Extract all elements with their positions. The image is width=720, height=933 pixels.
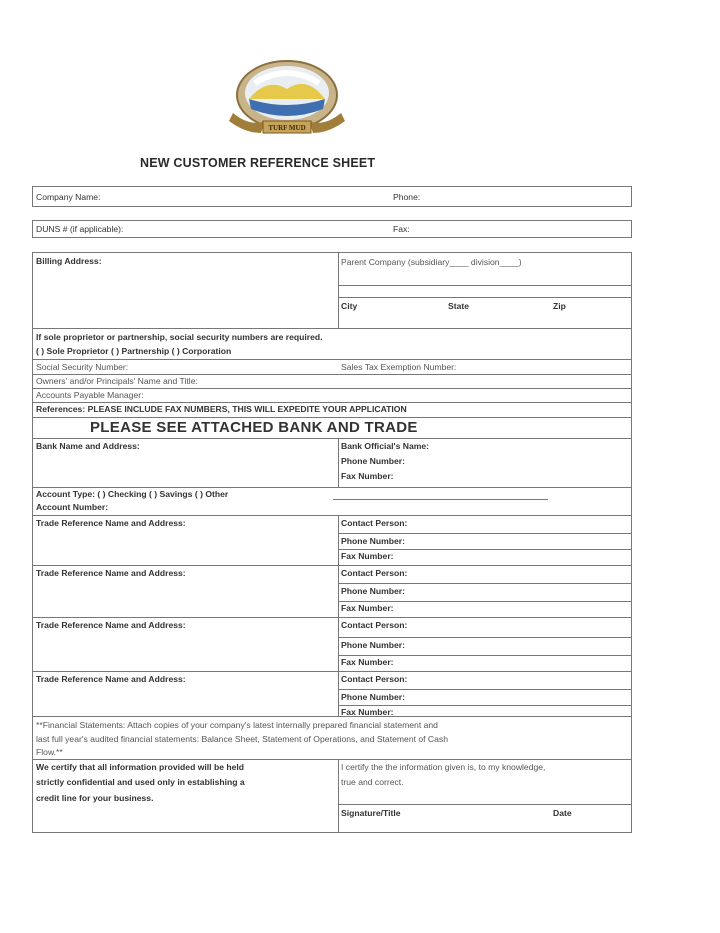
certify-left-3: credit line for your business. bbox=[36, 793, 154, 803]
references-note: References: PLEASE INCLUDE FAX NUMBERS, THIS WILL EXPEDITE YOUR APPLICATION bbox=[36, 404, 407, 414]
company-logo bbox=[215, 55, 365, 145]
billing-address-label: Billing Address: bbox=[36, 256, 102, 266]
attached-banner: PLEASE SEE ATTACHED BANK AND TRADE bbox=[90, 419, 418, 436]
certify-left-2: strictly confidential and used only in establishing a bbox=[36, 777, 245, 787]
page-title: NEW CUSTOMER REFERENCE SHEET bbox=[140, 156, 376, 170]
bank-official-label: Bank Official's Name: bbox=[341, 441, 430, 451]
trade-fax-label: Fax Number: bbox=[341, 603, 394, 613]
bank-phone-label: Phone Number: bbox=[341, 456, 405, 466]
signature-label: Signature/Title bbox=[341, 808, 401, 818]
trade-phone-label: Phone Number: bbox=[341, 536, 405, 546]
tax-exempt-label: Sales Tax Exemption Number: bbox=[341, 362, 457, 372]
zip-label: Zip bbox=[553, 301, 566, 311]
parent-company-label: Parent Company (subsidiary____ division____) bbox=[341, 257, 522, 267]
trade-contact-label: Contact Person: bbox=[341, 620, 408, 630]
trade-phone-label: Phone Number: bbox=[341, 692, 405, 702]
bank-name-label: Bank Name and Address: bbox=[36, 441, 140, 451]
financial-line-2: last full year's audited financial statements: Balance Sheet, Statement of Operations, and Statement of Cash bbox=[36, 734, 448, 744]
date-label: Date bbox=[553, 808, 572, 818]
ssn-label: Social Security Number: bbox=[36, 362, 129, 372]
certify-left-1: We certify that all information provided will be held bbox=[36, 762, 245, 772]
main-table bbox=[32, 252, 632, 833]
owners-label: Owners' and/or Principals' Name and Title: bbox=[36, 376, 198, 386]
bank-fax-label: Fax Number: bbox=[341, 471, 394, 481]
financial-line-3: Flow.** bbox=[36, 747, 63, 757]
company-row bbox=[32, 186, 632, 207]
trade-ref-label: Trade Reference Name and Address: bbox=[36, 518, 186, 528]
duns-label: DUNS # (if applicable): bbox=[36, 224, 124, 234]
company-name-label: Company Name: bbox=[36, 192, 101, 202]
trade-contact-label: Contact Person: bbox=[341, 568, 408, 578]
trade-phone-label: Phone Number: bbox=[341, 586, 405, 596]
certify-right-1: I certify the the information given is, to my knowledge, bbox=[341, 762, 546, 772]
sole-proprietor-note: If sole proprietor or partnership, social security numbers are required. bbox=[36, 332, 323, 342]
trade-fax-label: Fax Number: bbox=[341, 707, 394, 717]
trade-phone-label: Phone Number: bbox=[341, 640, 405, 650]
logo-banner-text: TURF MUD bbox=[268, 124, 306, 132]
trade-contact-label: Contact Person: bbox=[341, 674, 408, 684]
trade-ref-label: Trade Reference Name and Address: bbox=[36, 620, 186, 630]
city-label: City bbox=[341, 301, 358, 311]
phone-label: Phone: bbox=[393, 192, 421, 202]
trade-ref-label: Trade Reference Name and Address: bbox=[36, 568, 186, 578]
ownership-options: ( ) Sole Proprietor ( ) Partnership ( ) Corporation bbox=[36, 346, 232, 356]
account-number-label: Account Number: bbox=[36, 502, 109, 512]
account-type-label: Account Type: ( ) Checking ( ) Savings ( ) Other bbox=[36, 489, 229, 499]
trade-fax-label: Fax Number: bbox=[341, 551, 394, 561]
financial-line-1: **Financial Statements: Attach copies of your company's latest internally prepared financial statement and bbox=[36, 720, 438, 730]
trade-contact-label: Contact Person: bbox=[341, 518, 408, 528]
state-label: State bbox=[448, 301, 470, 311]
trade-ref-label: Trade Reference Name and Address: bbox=[36, 674, 186, 684]
fax-label: Fax: bbox=[393, 224, 410, 234]
certify-right-2: true and correct. bbox=[341, 777, 404, 787]
duns-row bbox=[32, 220, 632, 238]
ap-manager-label: Accounts Payable Manager: bbox=[36, 390, 144, 400]
trade-fax-label: Fax Number: bbox=[341, 657, 394, 667]
